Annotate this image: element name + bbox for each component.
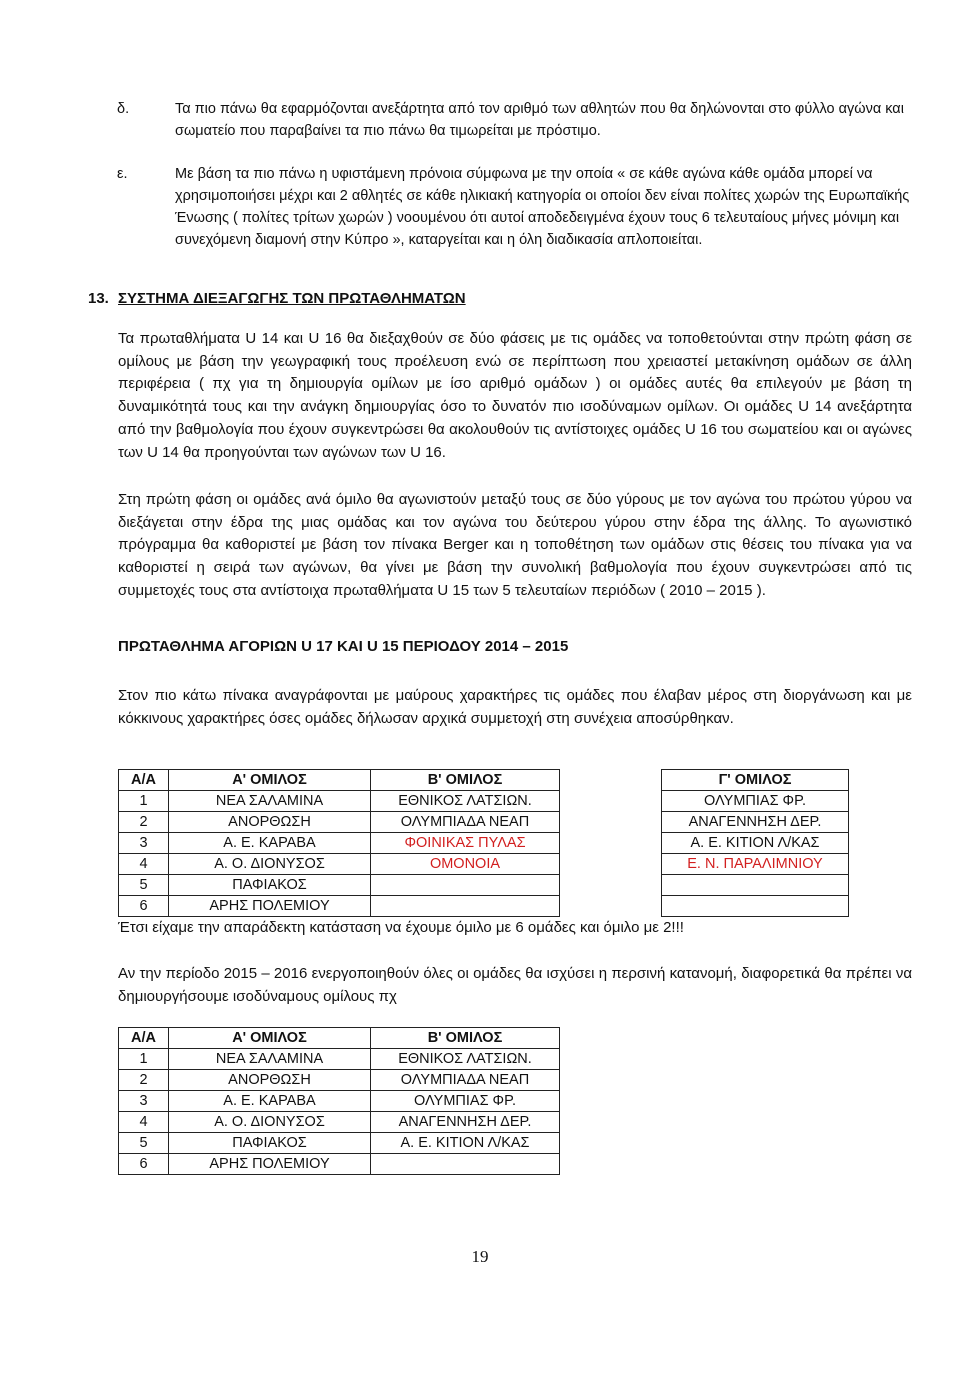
cell-aa: 3: [119, 1091, 169, 1112]
item-e-text: Με βάση τα πιο πάνω η υφιστάμενη πρόνοια σύμφωνα με την οποία « σε κάθε αγώνα κάθε ομάδα μπορεί να χρησιμοποιήσει μέχρι και 2 αθλητές σε κάθε ηλικιακή κατηγορία οι οποίοι δεν είναι πολίτες χωρών της Ευρωπαϊκής Ένωσης ( πολίτες τρίτων χωρών ) νοουμένου ότι αυτοί αποδεδειγμένα έχουν τους 6 τελευταίους μήνες μόνιμη και συνεχόμενη διαμονή στην Κύπρο », καταργείται και η όλη διαδικασία απλοποιείται.: [175, 166, 910, 248]
paragraph-championships: Τα πρωταθλήματα U 14 και U 16 θα διεξαχθούν σε δύο φάσεις με τις ομάδες να τοποθετούνται στην πρώτη φάση σε ομίλους με βάση την γεωγραφική τους προέλευση ενώ σε περίπτωση που χρειαστεί μετακίνηση ομάδων σε άλλη περιφέρεια ( πχ για τη δημιουργία ομίλων με ίσο αριθμό ομάδων ) οι ομάδες αυτές θα επιλεγούν με βάση τη δυναμικότητά τους και την ανάγκη δημιουργίας όσο το δυνατόν πιο ισοδύναμων ομίλων. Οι ομάδες U 14 ανεξάρτητα από την βαθμολογία που έχουν συγκεντρώσει θα ακολουθούν τις αντίστοιχες ομάδες U 16 του σωματείου και οι αγώνες των U 14 θα προηγούνται των αγώνων των U 16.: [118, 330, 912, 461]
cell-group-c: ΟΛΥΜΠΙΑΣ ΦΡ.: [662, 791, 849, 812]
cell-group-b: ΑΝΑΓΕΝΝΗΣΗ ΔΕΡ.: [371, 1112, 560, 1133]
cell-group-b: ΟΛΥΜΠΙΑΔΑ ΝΕΑΠ: [371, 1070, 560, 1091]
header-group-c: Γ' ΟΜΙΛΟΣ: [662, 770, 849, 791]
table-gap-cell: [560, 812, 662, 833]
cell-aa: 6: [119, 1154, 169, 1175]
cell-group-b: [371, 896, 560, 917]
table-row: [119, 1154, 560, 1175]
cell-group-b-withdrawn: ΟΜΟΝΟΙΑ: [371, 854, 560, 875]
championship-heading: ΠΡΩΤΑΘΛΗΜΑ ΑΓΟΡΙΩΝ U 17 ΚΑΙ U 15 ΠΕΡΙΟΔΟΥ 2014 – 2015: [118, 638, 569, 655]
table-gap-cell: [560, 896, 662, 917]
table-row: [119, 1133, 560, 1154]
table-header-row: [119, 1028, 560, 1049]
cell-group-c: Α. Ε. ΚΙΤΙΟΝ Λ/ΚΑΣ: [662, 833, 849, 854]
cell-aa: 4: [119, 854, 169, 875]
cell-group-b: [371, 875, 560, 896]
cell-aa: 1: [119, 1049, 169, 1070]
cell-group-b: ΟΛΥΜΠΙΑΔΑ ΝΕΑΠ: [371, 812, 560, 833]
cell-aa: 5: [119, 875, 169, 896]
cell-group-b-withdrawn: ΦΟΙΝΙΚΑΣ ΠΥΛΑΣ: [371, 833, 560, 854]
cell-group-a: ΑΡΗΣ ΠΟΛΕΜΙΟΥ: [169, 1154, 371, 1175]
cell-aa: 3: [119, 833, 169, 854]
section-title: ΣΥΣΤΗΜΑ ΔΙΕΞΑΓΩΓΗΣ ΤΩΝ ΠΡΩΤΑΘΛΗΜΑΤΩΝ: [118, 290, 466, 307]
header-group-a: Α' ΟΜΙΛΟΣ: [169, 1028, 371, 1049]
cell-aa: 2: [119, 812, 169, 833]
table-gap-cell: [560, 833, 662, 854]
item-e-label: ε.: [117, 166, 128, 182]
table-row: [119, 896, 849, 917]
table-gap-cell: [560, 770, 662, 791]
cell-aa: 1: [119, 791, 169, 812]
paragraph-next-season: Αν την περίοδο 2015 – 2016 ενεργοποιηθούν όλες οι ομάδες θα ισχύσει η περσινή κατανομή, διαφορετικά θα πρέπει να δημιουργήσουμε ισοδύναμους ομίλους πχ: [118, 965, 912, 1005]
item-d-label: δ.: [117, 101, 130, 117]
page-number: 19: [471, 1247, 489, 1266]
paragraph-table-intro: Στον πιο κάτω πίνακα αναγράφονται με μαύρους χαρακτήρες τις ομάδες που έλαβαν μέρος στη διοργάνωση και με κόκκινους χαρακτήρες όσες ομάδες δήλωσαν αρχικά συμμετοχή στη συνέχεια αποσύρθηκαν.: [118, 687, 912, 727]
cell-group-a: ΑΝΟΡΘΩΣΗ: [169, 1070, 371, 1091]
table-row: [119, 833, 849, 854]
cell-group-b: ΟΛΥΜΠΙΑΣ ΦΡ.: [371, 1091, 560, 1112]
header-aa: Α/Α: [119, 1028, 169, 1049]
header-aa: Α/Α: [119, 770, 169, 791]
cell-group-a: Α. Ε. ΚΑΡΑΒΑ: [169, 833, 371, 854]
cell-aa: 6: [119, 896, 169, 917]
table-row: [119, 1049, 560, 1070]
cell-group-b: ΕΘΝΙΚΟΣ ΛΑΤΣΙΩΝ.: [371, 1049, 560, 1070]
cell-group-c: ΑΝΑΓΕΝΝΗΣΗ ΔΕΡ.: [662, 812, 849, 833]
table-gap-cell: [560, 854, 662, 875]
cell-group-b: Α. Ε. ΚΙΤΙΟΝ Λ/ΚΑΣ: [371, 1133, 560, 1154]
cell-group-a: ΝΕΑ ΣΑΛΑΜΙΝΑ: [169, 791, 371, 812]
groups-table-proposal: [118, 1027, 560, 1175]
cell-group-c: [662, 875, 849, 896]
table-gap-cell: [560, 791, 662, 812]
table-row: [119, 1091, 560, 1112]
groups-table-2014: [118, 769, 849, 917]
table-row: [119, 875, 849, 896]
item-d-text: Τα πιο πάνω θα εφαρμόζονται ανεξάρτητα από τον αριθμό των αθλητών που θα δηλώνονται στο φύλλο αγώνα και σωματείο που παραβαίνει τα πιο πάνω θα τιμωρείται με πρόστιμο.: [175, 101, 904, 139]
cell-aa: 2: [119, 1070, 169, 1091]
cell-group-a: ΝΕΑ ΣΑΛΑΜΙΝΑ: [169, 1049, 371, 1070]
section-number: 13.: [88, 290, 109, 307]
cell-group-b: [371, 1154, 560, 1175]
table-row: [119, 812, 849, 833]
table-row: [119, 1070, 560, 1091]
header-group-b: Β' ΟΜΙΛΟΣ: [371, 770, 560, 791]
cell-group-c-withdrawn: Ε. Ν. ΠΑΡΑΛΙΜΝΙΟΥ: [662, 854, 849, 875]
item-e: [117, 163, 917, 251]
table-row: [119, 1112, 560, 1133]
paragraph-first-phase: Στη πρώτη φάση οι ομάδες ανά όμιλο θα αγωνιστούν μεταξύ τους σε δύο γύρους με τον αγώνα του πρώτου γύρου να διεξάγεται στην έδρα της μιας ομάδας και τον αγώνα του δεύτερου γύρου στην έδρα της άλλης. Το αγωνιστικό πρόγραμμα θα καθοριστεί με βάση τον πίνακα Berger και η τοποθέτηση των ομάδων στις θέσεις του πίνακα για να καθοριστεί η σειρά των αγώνων, θα γίνει με βάση την συνολική βαθμολογία που έχουν συγκεντρώσει από τις συμμετοχές τους στα αντίστοιχα πρωταθλήματα U 15 των 5 τελευταίων περιόδων ( 2010 – 2015 ).: [118, 491, 912, 599]
cell-group-a: ΠΑΦΙΑΚΟΣ: [169, 875, 371, 896]
cell-group-a: Α. Ε. ΚΑΡΑΒΑ: [169, 1091, 371, 1112]
header-group-b: Β' ΟΜΙΛΟΣ: [371, 1028, 560, 1049]
cell-group-a: Α. Ο. ΔΙΟΝΥΣΟΣ: [169, 854, 371, 875]
table-header-row: [119, 770, 849, 791]
cell-group-c: [662, 896, 849, 917]
cell-group-a: ΠΑΦΙΑΚΟΣ: [169, 1133, 371, 1154]
cell-group-a: ΑΡΗΣ ΠΟΛΕΜΙΟΥ: [169, 896, 371, 917]
cell-aa: 4: [119, 1112, 169, 1133]
cell-aa: 5: [119, 1133, 169, 1154]
table-row: [119, 854, 849, 875]
note-text: Έτσι είχαμε την απαράδεκτη κατάσταση να έχουμε όμιλο με 6 ομάδες και όμιλο με 2!!!: [118, 919, 684, 936]
cell-group-b: ΕΘΝΙΚΟΣ ΛΑΤΣΙΩΝ.: [371, 791, 560, 812]
table-row: [119, 791, 849, 812]
cell-group-a: Α. Ο. ΔΙΟΝΥΣΟΣ: [169, 1112, 371, 1133]
table-gap-cell: [560, 875, 662, 896]
header-group-a: Α' ΟΜΙΛΟΣ: [169, 770, 371, 791]
item-d: [117, 98, 917, 142]
cell-group-a: ΑΝΟΡΘΩΣΗ: [169, 812, 371, 833]
